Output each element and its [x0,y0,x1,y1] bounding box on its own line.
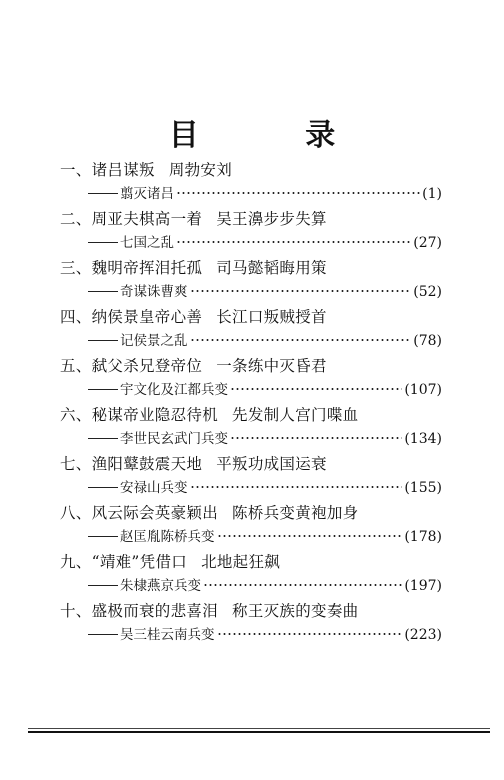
dash-line [88,536,118,537]
toc-page-number: (78) [413,333,442,349]
toc-subtitle-row [88,476,442,498]
toc-number: 十、 [60,602,92,620]
toc-heading-part-1: 周亚夫棋高一着 [91,210,203,228]
toc-subtitle-row [88,574,442,596]
dash-line [88,193,118,194]
toc-heading-part-2: 周勃安刘 [168,161,233,179]
toc-subtitle-row [88,182,442,204]
toc-heading-part-1: 秘谋帝业隐忍待机 [91,406,219,424]
toc-heading [60,501,358,525]
dash-line [88,291,118,292]
toc-heading-part-2: 陈桥兵变黄袍加身 [232,504,359,522]
dash-line [88,487,118,488]
toc-heading [60,158,232,182]
toc-heading-part-2: 长江口叛贼授首 [216,308,327,326]
dot-leader [203,583,402,587]
toc-number: 二、 [60,210,92,228]
dash-line [88,438,118,439]
toc-heading [60,599,358,623]
toc-heading [60,354,327,378]
toc-heading-part-2: 平叛功成国运衰 [216,455,327,473]
toc-entry[interactable] [0,599,504,648]
toc-number: 八、 [60,504,92,522]
toc-page-number: (197) [404,578,442,594]
dot-leader [190,289,412,293]
footer-rule-thick [28,731,490,733]
toc-heading-part-2: 一条练中灭昏君 [216,357,327,375]
toc-heading [60,256,327,280]
toc-page-number: (107) [404,382,442,398]
dot-leader [217,534,403,538]
toc-number: 三、 [60,259,92,277]
toc-heading-part-1: 诸吕谋叛 [91,161,155,179]
toc-page-number: (178) [404,529,442,545]
toc-page-number: (1) [422,186,442,202]
dot-leader [176,191,420,195]
dot-leader [190,338,412,342]
toc-subtitle: 赵匡胤陈桥兵变 [120,529,215,545]
toc-subtitle: 朱棣燕京兵变 [120,578,201,594]
toc-heading-part-1: 魏明帝挥泪托孤 [91,259,203,277]
dash-line [88,389,118,390]
dot-leader [176,240,411,244]
dash-line [88,634,118,635]
toc-subtitle: 记侯景之乱 [120,333,188,349]
toc-heading-part-1: 渔阳鼙鼓震天地 [91,455,203,473]
toc-entry[interactable] [0,354,504,403]
page-title: 目 录 [168,118,384,153]
toc-heading-part-1: 弑父杀兄登帝位 [91,357,203,375]
toc-number: 六、 [60,406,92,424]
toc-number: 七、 [60,455,92,473]
toc-subtitle-row [88,378,442,400]
toc-heading-part-2: 司马懿韬晦用策 [216,259,327,277]
toc-subtitle-row [88,525,442,547]
table-of-contents [0,158,504,648]
toc-number: 四、 [60,308,92,326]
toc-heading-part-2: 称王灭族的变奏曲 [232,602,359,620]
toc-entry[interactable] [0,207,504,256]
toc-page-number: (155) [404,480,442,496]
toc-heading-part-2: 先发制人宫门喋血 [232,406,359,424]
toc-number: 五、 [60,357,92,375]
toc-subtitle-row [88,231,442,253]
toc-heading-part-1: 盛极而衰的悲喜泪 [91,602,219,620]
toc-entry[interactable] [0,305,504,354]
toc-heading [60,403,358,427]
toc-heading [60,207,327,231]
toc-number: 九、 [60,553,92,571]
toc-page-number: (27) [413,235,442,251]
toc-subtitle: 李世民玄武门兵变 [120,431,228,447]
toc-page-number: (52) [413,284,442,300]
toc-entry[interactable] [0,256,504,305]
toc-heading [60,452,327,476]
toc-subtitle-row [88,427,442,449]
toc-subtitle-row [88,623,442,645]
toc-subtitle: 宇文化及江都兵变 [120,382,228,398]
dash-line [88,242,118,243]
dot-leader [190,485,403,489]
dot-leader [230,387,402,391]
toc-heading-part-1: 纳侯景皇帝心善 [91,308,203,326]
toc-entry[interactable] [0,452,504,501]
toc-entry[interactable] [0,403,504,452]
toc-entry[interactable] [0,550,504,599]
dot-leader [217,632,403,636]
toc-heading-part-1: “靖难”凭借口 [91,553,188,571]
footer-rule-thin [28,728,490,729]
toc-subtitle: 七国之乱 [120,235,174,251]
toc-heading-part-2: 北地起狂飙 [201,553,281,571]
dash-line [88,585,118,586]
toc-subtitle: 吴三桂云南兵变 [120,627,215,643]
toc-subtitle: 奇谋诛曹爽 [120,284,188,300]
toc-entry[interactable] [0,158,504,207]
dash-line [88,340,118,341]
toc-subtitle: 安禄山兵变 [120,480,188,496]
toc-heading-part-1: 风云际会英豪颖出 [91,504,219,522]
dot-leader [230,436,402,440]
toc-subtitle-row [88,280,442,302]
toc-entry[interactable] [0,501,504,550]
toc-heading [60,305,327,329]
toc-number: 一、 [60,161,92,179]
toc-subtitle-row [88,329,442,351]
toc-page-number: (223) [404,627,442,643]
toc-page-number: (134) [404,431,442,447]
toc-heading-part-2: 吴王濞步步失算 [216,210,327,228]
toc-subtitle: 翦灭诸吕 [120,186,174,202]
toc-heading [60,550,280,574]
